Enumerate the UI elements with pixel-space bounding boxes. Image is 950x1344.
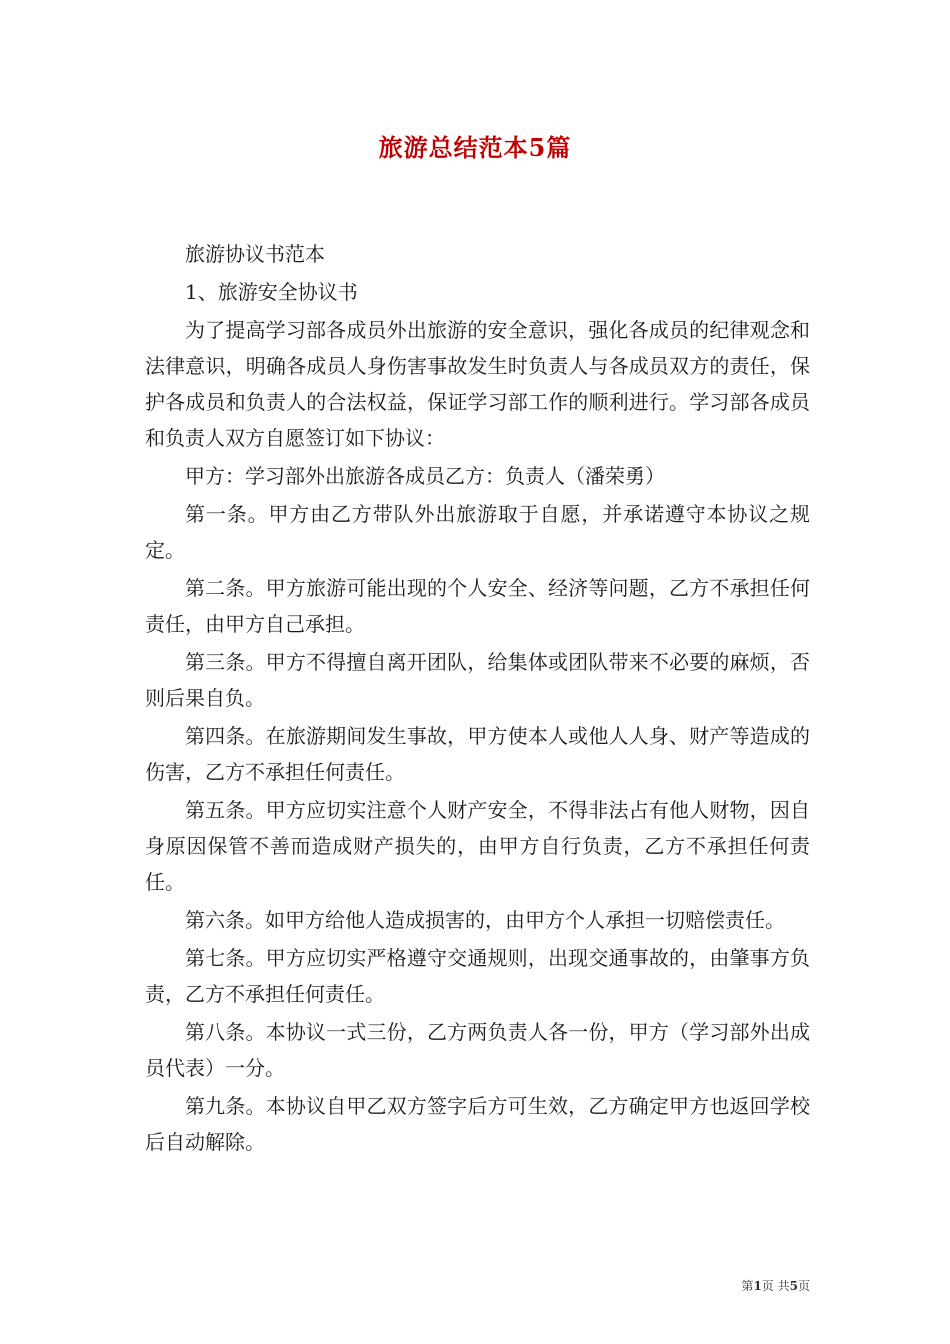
paragraph: 为了提高学习部各成员外出旅游的安全意识，强化各成员的纪律观念和法律意识，明确各成员人身伤害事故发生时负责人与各成员双方的责任，保护各成员和负责人的合法权益，保证学习部工作的顺利进行。学习部各成员和负责人双方自愿签订如下协议： — [145, 318, 810, 450]
current-page-number: 1 — [753, 1279, 762, 1293]
footer-prefix: 第 — [741, 1279, 754, 1293]
document-body — [145, 236, 810, 1162]
paragraph: 第三条。甲方不得擅自离开团队，给集体或团队带来不必要的麻烦，否则后果自负。 — [145, 650, 810, 710]
paragraph: 甲方：学习部外出旅游各成员乙方：负责人（潘荣勇） — [185, 464, 665, 488]
paragraph: 第二条。甲方旅游可能出现的个人安全、经济等问题，乙方不承担任何责任，由甲方自己承担。 — [145, 576, 810, 636]
document-title: 旅游总结范本5篇 — [378, 133, 572, 162]
paragraph: 第九条。本协议自甲乙双方签字后方可生效，乙方确定甲方也返回学校后自动解除。 — [145, 1094, 810, 1154]
paragraph: 第八条。本协议一式三份，乙方两负责人各一份，甲方（学习部外出成员代表）一分。 — [145, 1020, 810, 1080]
paragraph: 第六条。如甲方给他人造成损害的，由甲方个人承担一切赔偿责任。 — [185, 908, 785, 932]
paragraph: 旅游协议书范本 — [185, 242, 325, 266]
page-number-footer — [741, 1278, 810, 1294]
footer-suffix: 页 — [797, 1279, 810, 1293]
paragraph: 1、旅游安全协议书 — [185, 280, 358, 304]
footer-middle: 页 共 — [761, 1279, 790, 1293]
total-pages-number: 5 — [789, 1279, 798, 1293]
paragraph: 第一条。甲方由乙方带队外出旅游取于自愿，并承诺遵守本协议之规定。 — [145, 502, 810, 562]
paragraph: 第四条。在旅游期间发生事故，甲方使本人或他人人身、财产等造成的伤害，乙方不承担任何责任。 — [145, 724, 810, 784]
paragraph: 第五条。甲方应切实注意个人财产安全，不得非法占有他人财物，因自身原因保管不善而造成财产损失的，由甲方自行负责，乙方不承担任何责任。 — [145, 798, 810, 894]
paragraph: 第七条。甲方应切实严格遵守交通规则，出现交通事故的，由肇事方负责，乙方不承担任何责任。 — [145, 946, 810, 1006]
